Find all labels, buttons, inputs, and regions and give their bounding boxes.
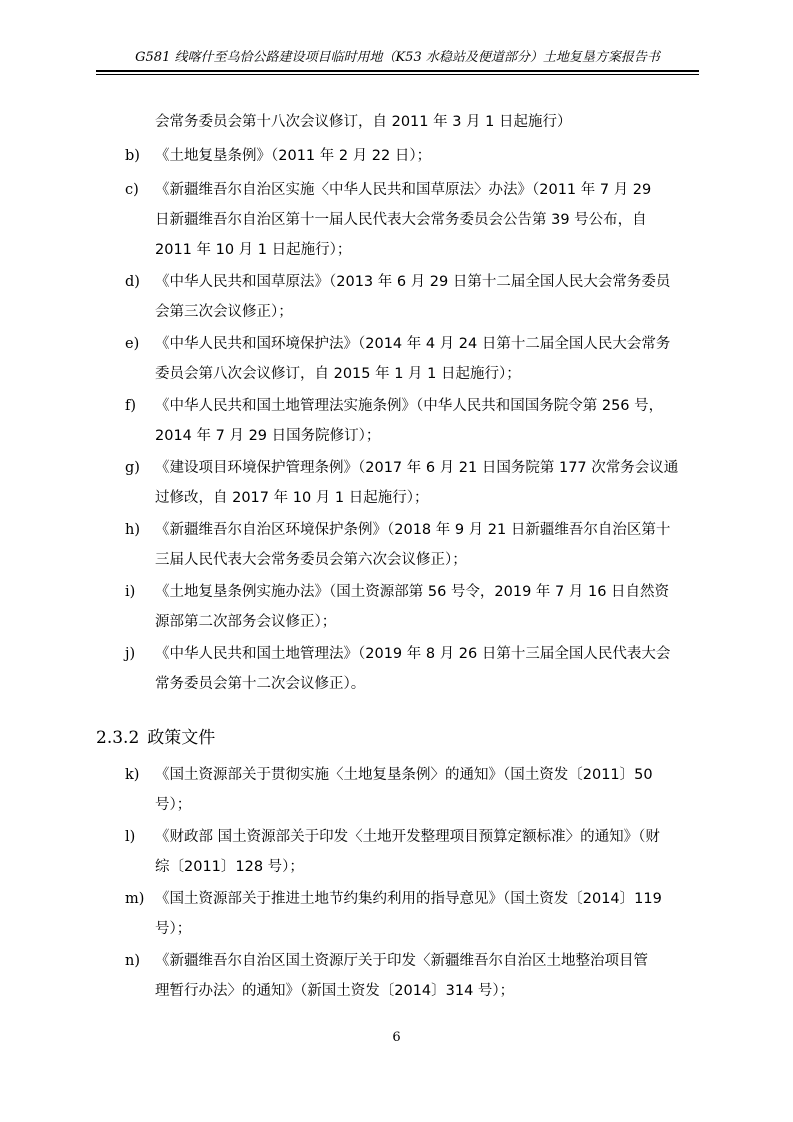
list-item-line: 过修改，自 2017 年 10 月 1 日起施行）； [155, 490, 429, 506]
list-item-marker: i) [125, 584, 136, 600]
list-item-line: 三届人民代表大会常务委员会第六次会议修正）； [155, 552, 467, 568]
list-item-marker: j) [125, 646, 136, 662]
list-item-line: 理暂行办法〉的通知》（新国土资发〔2014〕314 号）； [155, 983, 515, 999]
list-item-line: 《中华人民共和国土地管理法实施条例》（中华人民共和国国务院令第 256 号， [155, 398, 664, 414]
list-item-line: 《国土资源部关于贯彻实施〈土地复垦条例〉的通知》（国土资发〔2011〕50 [155, 767, 653, 783]
list-item-line: 《新疆维吾尔自治区实施〈中华人民共和国草原法〉办法》（2011 年 7 月 29 [155, 182, 652, 198]
list-item-line: 号）； [155, 921, 192, 937]
list-item-marker: f) [125, 398, 137, 414]
list-item-marker: h) [125, 522, 140, 538]
list-item-line: 《国土资源部关于推进土地节约集约利用的指导意见》（国土资发〔2014〕119 [155, 891, 662, 907]
list-item-marker: e) [125, 336, 140, 352]
list-item-line: 源部第二次部务会议修正）； [155, 614, 337, 630]
list-item-marker: m) [125, 891, 145, 907]
list-item-line: 《新疆维吾尔自治区国土资源厅关于印发〈新疆维吾尔自治区土地整治项目管 [155, 953, 648, 969]
running-header-title: G581 线喀什至乌恰公路建设项目临时用地（K53 水稳站及便道部分）土地复垦方案报告书 [135, 50, 660, 65]
list-item-marker: l) [125, 829, 136, 845]
list-item-marker: b) [125, 148, 140, 164]
list-item-marker: n) [125, 953, 140, 969]
list-item-line: 《中华人民共和国土地管理法》（2019 年 8 月 26 日第十三届全国人民代表大会 [155, 646, 671, 662]
list-item-marker: k) [125, 767, 140, 783]
page-number: 6 [392, 1030, 401, 1045]
list-item-line: 号）； [155, 797, 192, 813]
section-number: 2.3.2 [96, 728, 140, 748]
list-item-line: 《土地复垦条例实施办法》（国土资源部第 56 号令，2019 年 7 月 16 日自然资 [155, 584, 670, 600]
list-item-line: 委员会第八次会议修订，自 2015 年 1 月 1 日起施行）； [155, 366, 521, 382]
list-item-line: 《建设项目环境保护管理条例》（2017 年 6 月 21 日国务院第 177 次常务会议通 [155, 460, 679, 476]
list-item-line: 《土地复垦条例》（2011 年 2 月 22 日）； [155, 148, 432, 164]
list-item-line: 日新疆维吾尔自治区第十一届人民代表大会常务委员会公告第 39 号公布，自 [155, 212, 647, 228]
list-item-line: 2011 年 10 月 1 日起施行）； [155, 242, 352, 258]
list-item-line: 会第三次会议修正）； [155, 304, 293, 320]
list-item-marker: g) [125, 460, 140, 476]
running-header [96, 44, 699, 72]
list-item-line: 常务委员会第十二次会议修正）。 [155, 676, 366, 692]
section-title-text: 政策文件 [147, 728, 216, 748]
header-divider [96, 74, 699, 75]
list-item-marker: d) [125, 274, 140, 290]
list-item-line: 《财政部 国土资源部关于印发〈土地开发整理项目预算定额标准〉的通知》（财 [155, 829, 660, 845]
list-item-line: 综〔2011〕128 号）； [155, 859, 304, 875]
list-item-line: 《中华人民共和国环境保护法》（2014 年 4 月 24 日第十二届全国人民大会常务 [155, 336, 671, 352]
list-item-line: 2014 年 7 月 29 日国务院修订）； [155, 428, 381, 444]
list-item-line: 《中华人民共和国草原法》（2013 年 6 月 29 日第十二届全国人民大会常务委员 [155, 274, 671, 290]
list-continuation-line: 会常务委员会第十八次会议修订，自 2011 年 3 月 1 日起施行） [155, 114, 572, 130]
list-item-marker: c) [125, 182, 139, 198]
list-item-line: 《新疆维吾尔自治区环境保护条例》（2018 年 9 月 21 日新疆维吾尔自治区第十 [155, 522, 671, 538]
section-heading [96, 726, 215, 750]
